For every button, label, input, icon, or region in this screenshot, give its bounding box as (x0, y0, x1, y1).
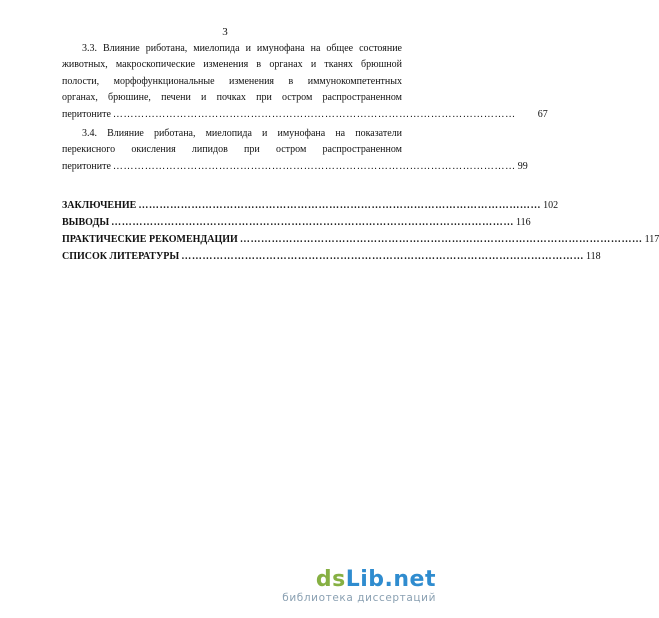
leader-dots: …………………………………………………………………………………………………… (112, 108, 516, 120)
toc-page-number: 67 (537, 108, 548, 120)
leader-dots: …………………………………………………………………………………………………… (111, 217, 514, 229)
toc-entry-line (62, 90, 402, 106)
toc-page-number: 117 (644, 234, 659, 246)
toc-section-conclusion (62, 197, 559, 214)
toc-entry-line (62, 126, 402, 142)
toc-page-number: 99 (517, 160, 528, 172)
toc-entry-text-line: животных, макроскопические изменения в органах и тканях брюшной (62, 59, 402, 71)
dslib-watermark (282, 567, 436, 604)
toc-section-recommendations (62, 231, 659, 248)
toc-entry-3-4 (62, 126, 528, 175)
page-number: 3 (222, 26, 228, 38)
logo-net: .net (384, 567, 436, 592)
toc-page-number: 102 (543, 200, 559, 212)
toc-leader-line (62, 159, 528, 175)
toc-entry-line (62, 41, 402, 57)
toc-section-label: ВЫВОДЫ (62, 217, 110, 229)
toc-entry-3-3 (62, 41, 548, 123)
toc-entry-text-line: полости, морфофункциональные изменения в иммунокомпетентных (62, 75, 402, 87)
toc-leader-label: перитоните (62, 160, 111, 172)
toc-page-number: 116 (515, 217, 531, 229)
toc-entry-text-line: органах, брюшине, печени и почках при остром распространенном (62, 92, 402, 104)
table-of-contents (62, 41, 659, 265)
toc-entry-text-line: 3.3. Влияние риботана, миелопида и имунофана на общее состояние (82, 43, 402, 54)
toc-sections (62, 197, 659, 265)
toc-leader-line (62, 107, 548, 123)
toc-section-label: СПИСОК ЛИТЕРАТУРЫ (62, 251, 180, 263)
toc-entry-line (62, 57, 402, 73)
toc-leader-label: перитоните (62, 108, 111, 120)
logo-lib: Lib (345, 567, 385, 592)
toc-entry-line (62, 74, 402, 90)
toc-entry-text-line: перекисного окисления липидов при остром распространенном (62, 144, 402, 156)
toc-section-label: ПРАКТИЧЕСКИЕ РЕКОМЕНДАЦИИ (62, 234, 238, 246)
toc-section-conclusions (62, 214, 531, 231)
toc-section-references (62, 248, 601, 265)
toc-entry-line (62, 142, 402, 158)
leader-dots: …………………………………………………………………………………………………… (138, 200, 542, 212)
leader-dots: …………………………………………………………………………………………………… (239, 234, 643, 246)
logo-ds: ds (315, 567, 346, 592)
toc-entry-text-line: 3.4. Влияние риботана, миелопида и имунофана на показатели (82, 128, 402, 140)
toc-page-number: 118 (586, 251, 601, 263)
dslib-logo (282, 567, 436, 592)
leader-dots: …………………………………………………………………………………………………… (181, 251, 585, 263)
leader-dots: …………………………………………………………………………………………………… (112, 160, 516, 172)
watermark-subtitle: библиотека диссертаций (282, 592, 436, 604)
toc-section-label: ЗАКЛЮЧЕНИЕ (62, 200, 137, 212)
